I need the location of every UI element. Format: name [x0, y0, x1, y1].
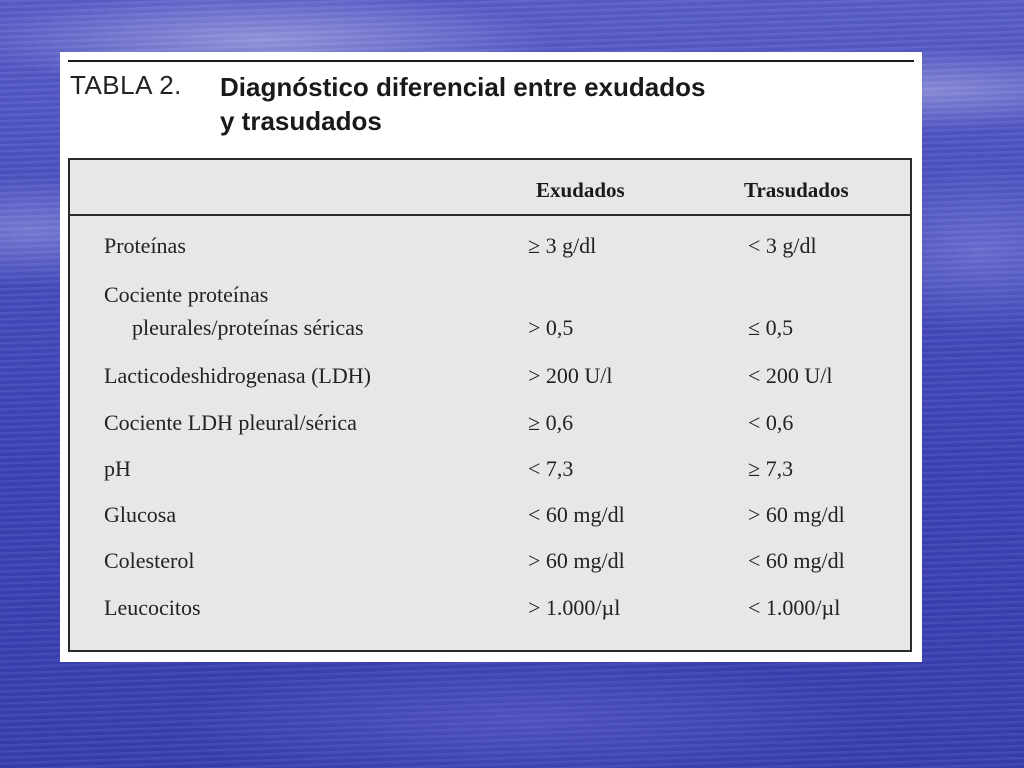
row-trasudados-value: < 3 g/dl	[748, 233, 817, 258]
row-trasudados-value: ≤ 0,5	[748, 315, 794, 340]
column-header-trasudados: Trasudados	[744, 178, 849, 202]
row-trasudados-value: < 60 mg/dl	[748, 548, 845, 573]
row-trasudados-value: < 1.000/µl	[748, 595, 841, 620]
row-parameter: Glucosa	[104, 502, 177, 527]
row-trasudados-value: ≥ 7,3	[748, 456, 794, 481]
row-parameter: pH	[104, 456, 131, 481]
row-parameter: Cociente LDH pleural/sérica	[104, 410, 357, 435]
row-exudados-value: > 200 U/l	[528, 363, 613, 388]
row-exudados-value: > 1.000/µl	[528, 595, 621, 620]
row-exudados-value: < 60 mg/dl	[528, 502, 625, 527]
top-rule	[68, 60, 914, 62]
row-trasudados-value: < 0,6	[748, 410, 794, 435]
caption-title-line-2: y trasudados	[220, 106, 382, 136]
row-exudados-value: > 60 mg/dl	[528, 548, 625, 573]
row-parameter: Cociente proteínas	[104, 282, 269, 307]
row-parameter: Lacticodeshidrogenasa (LDH)	[104, 363, 371, 388]
row-parameter-continuation: pleurales/proteínas séricas	[132, 315, 364, 340]
header-rule	[70, 214, 910, 216]
row-trasudados-value: < 200 U/l	[748, 363, 833, 388]
slide-table-card	[60, 52, 922, 662]
row-exudados-value: ≥ 3 g/dl	[528, 233, 597, 258]
row-trasudados-value: > 60 mg/dl	[748, 502, 845, 527]
row-parameter: Proteínas	[104, 233, 186, 258]
row-exudados-value: > 0,5	[528, 315, 574, 340]
row-exudados-value: ≥ 0,6	[528, 410, 574, 435]
table-caption-title	[220, 70, 860, 138]
row-exudados-value: < 7,3	[528, 456, 574, 481]
column-header-exudados: Exudados	[536, 178, 625, 202]
row-parameter: Leucocitos	[104, 595, 201, 620]
table-caption-label: TABLA 2.	[70, 70, 182, 100]
caption-title-line-1: Diagnóstico diferencial entre exudados	[220, 72, 706, 102]
differential-diagnosis-table	[68, 158, 912, 652]
row-parameter: Colesterol	[104, 548, 195, 573]
